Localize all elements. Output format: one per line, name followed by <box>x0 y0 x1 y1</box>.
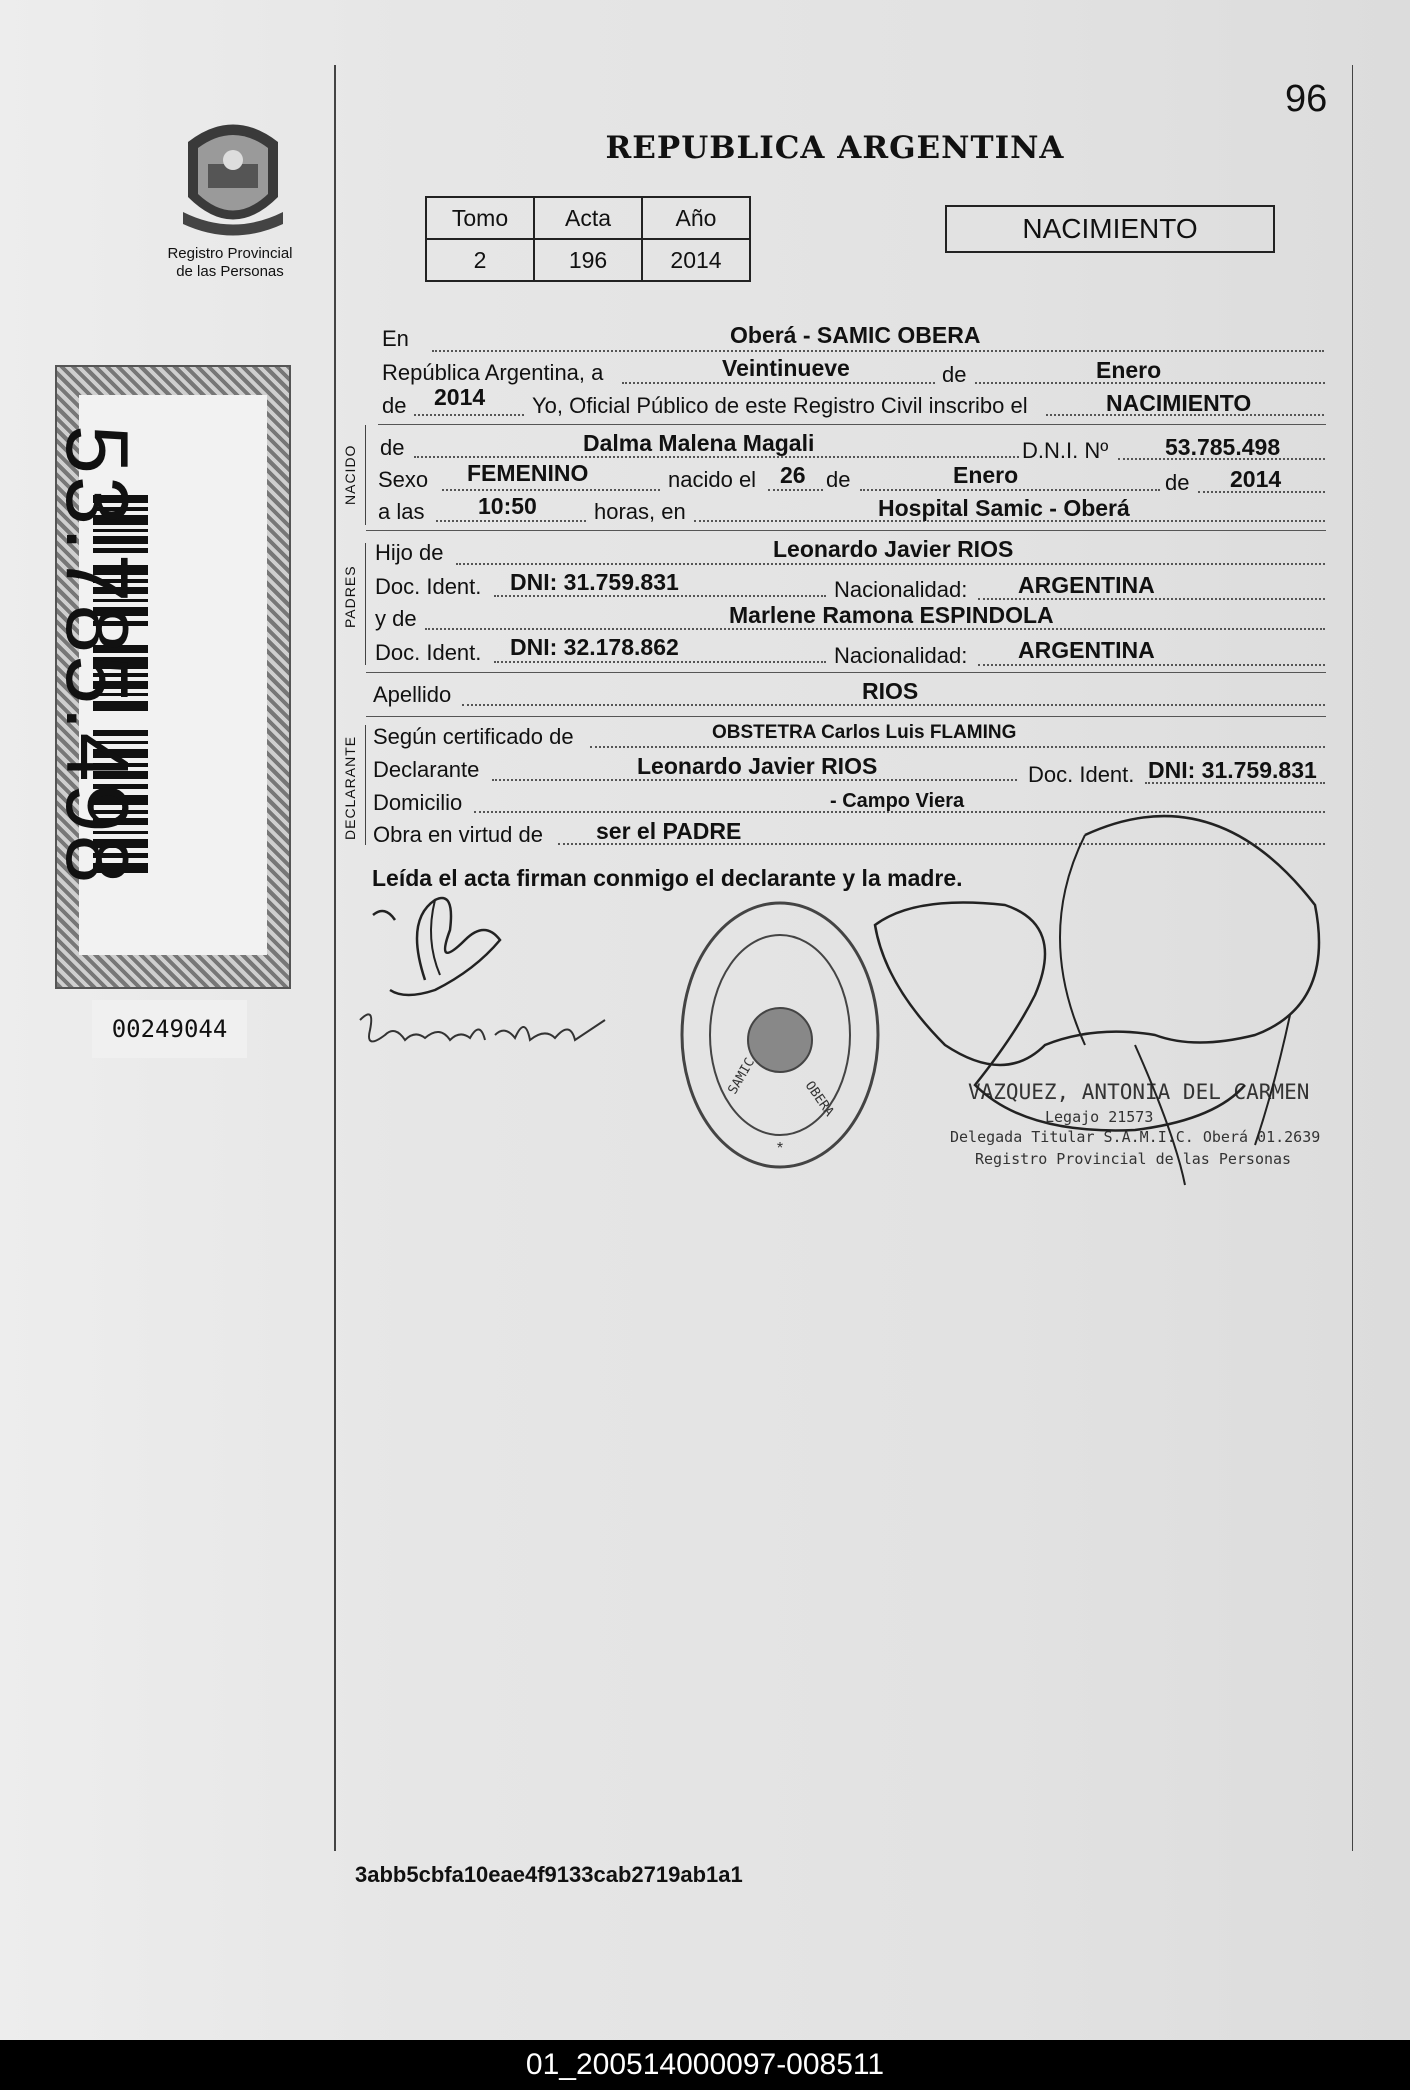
padres-nac2-label: Nacionalidad: <box>834 643 968 668</box>
nacido-sexo-dots <box>442 489 660 491</box>
official-role: Delegada Titular S.A.M.I.C. Oberá 01.2639 <box>950 1128 1321 1146</box>
table-header-acta: Acta <box>534 197 642 239</box>
intro-de-label: de <box>942 362 967 387</box>
nacido-horas-label: horas, en <box>594 499 686 524</box>
intro-de2-label: de <box>382 393 407 418</box>
padres-nac1-label: Nacionalidad: <box>834 577 968 602</box>
section-label-nacido: NACIDO <box>342 444 358 505</box>
declarante-doc-value: DNI: 31.759.831 <box>1148 757 1317 783</box>
table-header-tomo: Tomo <box>426 197 534 239</box>
padres-father-value: Leonardo Javier RIOS <box>773 536 1014 562</box>
padres-bracket <box>365 543 366 665</box>
intro-year-dots <box>414 414 524 416</box>
left-margin-line <box>334 65 336 1851</box>
nacido-dni-value: 53.785.498 <box>1165 434 1281 460</box>
apellido-divider <box>366 716 1326 717</box>
declarante-obra-label: Obra en virtud de <box>373 822 543 847</box>
logo-caption-line-1: Registro Provincial <box>167 245 293 262</box>
nacido-time-value: 10:50 <box>478 493 537 519</box>
declarante-bracket <box>365 725 366 845</box>
padres-nac2-value: ARGENTINA <box>1018 637 1155 663</box>
nacido-place-value: Hospital Samic - Oberá <box>878 495 1130 521</box>
declarante-cert-dots <box>590 746 1325 748</box>
intro-inscribo-label: Yo, Oficial Público de este Registro Civil inscribo el <box>532 393 1028 418</box>
nacido-month-dots <box>860 489 1160 491</box>
declarante-cert-label: Según certificado de <box>373 724 574 749</box>
padres-doc2-dots <box>494 661 826 663</box>
padres-hijo-label: Hijo de <box>375 540 444 565</box>
intro-republica-label: República Argentina, a <box>382 360 604 385</box>
padres-divider <box>366 672 1326 673</box>
padres-yde-label: y de <box>375 606 417 631</box>
province-seal-logo <box>178 112 288 242</box>
nacido-sexo-label: Sexo <box>378 467 429 492</box>
padres-doc2-label: Doc. Ident. <box>375 640 482 665</box>
document-hash: 3abb5cbfa10eae4f9133cab2719ab1a1 <box>355 1862 743 1887</box>
declarante-dom-label: Domicilio <box>373 790 463 815</box>
nacido-day-value: 26 <box>780 462 806 488</box>
nacido-alas-label: a las <box>378 499 425 524</box>
declarante-obra-value: ser el PADRE <box>596 818 742 844</box>
section-label-padres: PADRES <box>342 565 358 628</box>
declarante-decl-value: Leonardo Javier RIOS <box>637 753 878 779</box>
intro-en-value: Oberá - SAMIC OBERA <box>730 322 981 348</box>
section-label-declarante: DECLARANTE <box>342 735 358 840</box>
intro-inscribo-value: NACIMIENTO <box>1106 390 1252 416</box>
padres-mother-value: Marlene Ramona ESPINDOLA <box>729 602 1054 628</box>
official-registry: Registro Provincial de las Personas <box>975 1150 1292 1168</box>
record-type-box: NACIMIENTO <box>945 205 1275 253</box>
official-legajo: Legajo 21573 <box>1045 1108 1154 1126</box>
intro-day-dots <box>622 382 935 384</box>
padres-doc1-label: Doc. Ident. <box>375 574 482 599</box>
svg-text:OBERA: OBERA <box>801 1078 837 1120</box>
page-number: 96 <box>1285 78 1328 120</box>
nacido-time-dots <box>436 520 586 522</box>
nacido-de-label: de <box>380 435 405 460</box>
nacido-de-label-3: de <box>1165 470 1190 495</box>
padres-father-dots <box>456 563 1325 565</box>
declarante-cert-value: OBSTETRA Carlos Luis FLAMING <box>712 722 1017 743</box>
nacido-nacido-label: nacido el <box>668 467 757 492</box>
intro-month-value: Enero <box>1096 357 1162 383</box>
apellido-label: Apellido <box>373 682 452 707</box>
nacido-sexo-value: FEMENINO <box>467 460 589 486</box>
apellido-value: RIOS <box>862 678 919 704</box>
registry-table <box>425 196 751 282</box>
nacido-dni-label: D.N.I. Nº <box>1022 438 1109 463</box>
declarante-doc-label: Doc. Ident. <box>1028 762 1135 787</box>
svg-text:SAMIC: SAMIC <box>725 1055 759 1097</box>
intro-en-dots <box>432 350 1324 352</box>
nacido-de-label-2: de <box>826 467 851 492</box>
table-value-anio: 2014 <box>642 239 750 281</box>
nacido-year-value: 2014 <box>1230 466 1282 492</box>
padres-doc1-value: DNI: 31.759.831 <box>510 569 679 595</box>
closing-statement: Leída el acta firman conmigo el declarante y la madre. <box>372 865 963 891</box>
table-value-acta: 196 <box>534 239 642 281</box>
intro-day-value: Veintinueve <box>722 355 850 381</box>
intro-en-label: En <box>382 326 409 351</box>
nacido-name-value: Dalma Malena Magali <box>583 430 815 456</box>
table-value-tomo: 2 <box>426 239 534 281</box>
intro-year-value: 2014 <box>434 384 486 410</box>
svg-text:*: * <box>776 1140 784 1157</box>
footer-id: 01_200514000097-008511 <box>0 2040 1410 2090</box>
padres-nac1-value: ARGENTINA <box>1018 572 1155 598</box>
serial-label: 00249044 <box>92 1000 247 1058</box>
barcode-number: 53.785.498 <box>48 425 147 886</box>
declarante-decl-label: Declarante <box>373 757 480 782</box>
father-signature <box>365 880 525 1020</box>
padres-nac2-dots <box>978 664 1325 666</box>
nacido-divider <box>366 530 1326 531</box>
padres-doc2-value: DNI: 32.178.862 <box>510 634 679 660</box>
table-header-anio: Año <box>642 197 750 239</box>
mother-signature <box>355 1000 615 1060</box>
nacido-bracket <box>365 425 366 525</box>
page-title: REPUBLICA ARGENTINA <box>605 130 1065 166</box>
logo-caption-line-2: de las Personas <box>176 263 284 280</box>
nacido-month-value: Enero <box>953 462 1019 488</box>
official-signature <box>835 785 1355 1295</box>
declarante-dom-value: - Campo Viera <box>830 790 965 812</box>
official-name: VAZQUEZ, ANTONIA DEL CARMEN <box>968 1080 1310 1104</box>
intro-divider <box>378 424 1326 425</box>
logo-caption <box>150 245 310 281</box>
nacido-day-dots <box>768 489 823 491</box>
